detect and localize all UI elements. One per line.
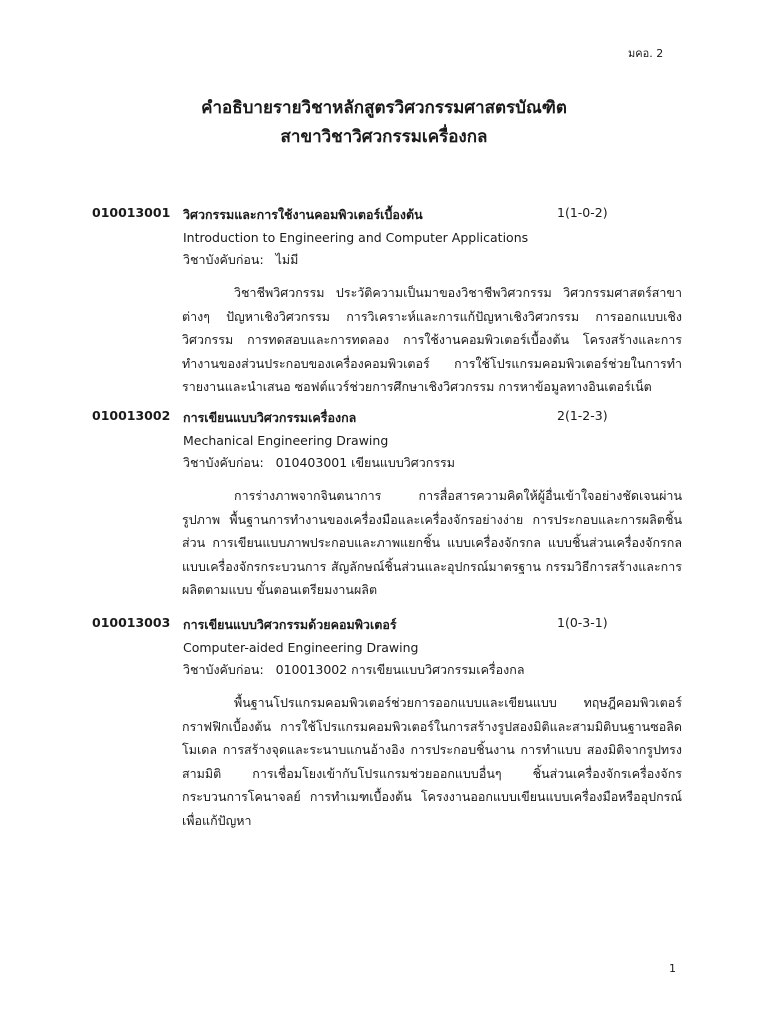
course-prerequisite bbox=[183, 249, 682, 273]
course-description bbox=[182, 484, 682, 602]
course-description bbox=[182, 691, 682, 832]
page-number: 1 bbox=[669, 962, 676, 975]
course-description-text: พื้นฐานโปรแกรมคอมพิวเตอร์ช่วยการออกแบบและเขียนแบบ ทฤษฎีคอมพิวเตอร์กราฟฟิกเบื้องต้น การใช้โปรแกรมคอมพิวเตอร์ในการสร้างรูปสองมิติและสามมิติบนฐานซอลิดโมเดล การสร้างจุดและระนาบแกนอ้างอิง การประกอบชิ้นงาน การทำแบบ สองมิติจากรูปทรงสามมิติ การเชื่อมโยงเข้ากับโปรแกรมช่วยออกแบบอื่นๆ ชิ้นส่วนเครื่องจักรเครื่องจักรกระบวนการโคนาจลย์ การทำเมฑเบื้องต้น โครงงานออกแบบเขียนแบบเครื่องมือหรืออุปกรณ์เพื่อแก้ปัญหา bbox=[182, 695, 682, 828]
course-description-text: การร่างภาพจากจินตนาการ การสื่อสารความคิดให้ผู้อื่นเข้าใจอย่างชัดเจนผ่านรูปภาพ พื้นฐานการทำงานของเครื่องมือและเครื่องจักรอย่างง่าย การประกอบและการผลิตชิ้นส่วน การเขียนแบบภาพประกอบและภาพแยกชิ้น แบบเครื่องจักรกล แบบชิ้นส่วนเครื่องจักรกล แบบเครื่องจักรกระบวนการ สัญลักษณ์ชิ้นส่วนและอุปกรณ์มาตรฐาน กรรมวิธีการสร้างและการผลิตตามแบบ ขั้นตอนเตรียมงานผลิต bbox=[182, 488, 682, 597]
course-entry bbox=[92, 205, 682, 399]
course-code: 010013002 bbox=[92, 408, 171, 423]
course-english-name: Computer-aided Engineering Drawing bbox=[183, 640, 419, 655]
document-title-line-2: สาขาวิชาวิศวกรรมเครื่องกล bbox=[280, 127, 488, 147]
prerequisite-label: วิชาบังคับก่อน: bbox=[183, 252, 264, 267]
course-thai-name: การเขียนแบบวิศวกรรมเครื่องกล bbox=[183, 410, 357, 425]
course-header bbox=[92, 408, 682, 430]
course-prerequisite bbox=[183, 659, 682, 683]
course-entry bbox=[92, 408, 682, 602]
course-header bbox=[92, 205, 682, 227]
prerequisite-value: 010403001 เขียนแบบวิศวกรรม bbox=[275, 455, 455, 470]
document-reference: มคอ. 2 bbox=[628, 47, 664, 60]
prerequisite-value: ไม่มี bbox=[275, 252, 299, 267]
course-thai-name: การเขียนแบบวิศวกรรมด้วยคอมพิวเตอร์ bbox=[183, 617, 397, 632]
prerequisite-label: วิชาบังคับก่อน: bbox=[183, 662, 264, 677]
course-credits: 1(1-0-2) bbox=[557, 205, 608, 220]
course-english-name: Introduction to Engineering and Computer Applications bbox=[183, 230, 529, 245]
course-prerequisite bbox=[183, 452, 682, 476]
course-credits: 2(1-2-3) bbox=[557, 408, 608, 423]
document-title-line-1: คำอธิบายรายวิชาหลักสูตรวิศวกรรมศาสตรบัณฑิต bbox=[201, 98, 567, 118]
course-header bbox=[92, 615, 682, 637]
course-code: 010013003 bbox=[92, 615, 171, 630]
course-thai-name: วิศวกรรมและการใช้งานคอมพิวเตอร์เบื้องต้น bbox=[183, 207, 423, 222]
course-entry bbox=[92, 615, 682, 832]
prerequisite-label: วิชาบังคับก่อน: bbox=[183, 455, 264, 470]
course-description-text: วิชาชีพวิศวกรรม ประวัติความเป็นมาของวิชาชีพวิศวกรรม วิศวกรรมศาสตร์สาขาต่างๆ ปัญหาเชิงวิศวกรรม การวิเคราะห์และการแก้ปัญหาเชิงวิศวกรรม การออกแบบเชิงวิศวกรรม การทดสอบและการทดลอง การใช้งานคอมพิวเตอร์เบื้องต้น โครงสร้างและการทำงานของส่วนประกอบของเครื่องคอมพิวเตอร์ การใช้โปรแกรมคอมพิวเตอร์ช่วยในการทำรายงานและนำเสนอ ซอฟต์แวร์ช่วยการศึกษาเชิงวิศวกรรม การหาข้อมูลทางอินเตอร์เน็ต bbox=[182, 285, 682, 394]
prerequisite-value: 010013002 การเขียนแบบวิศวกรรมเครื่องกล bbox=[275, 662, 525, 677]
course-credits: 1(0-3-1) bbox=[557, 615, 608, 630]
course-english-name: Mechanical Engineering Drawing bbox=[183, 433, 389, 448]
course-code: 010013001 bbox=[92, 205, 171, 220]
course-description bbox=[182, 281, 682, 399]
